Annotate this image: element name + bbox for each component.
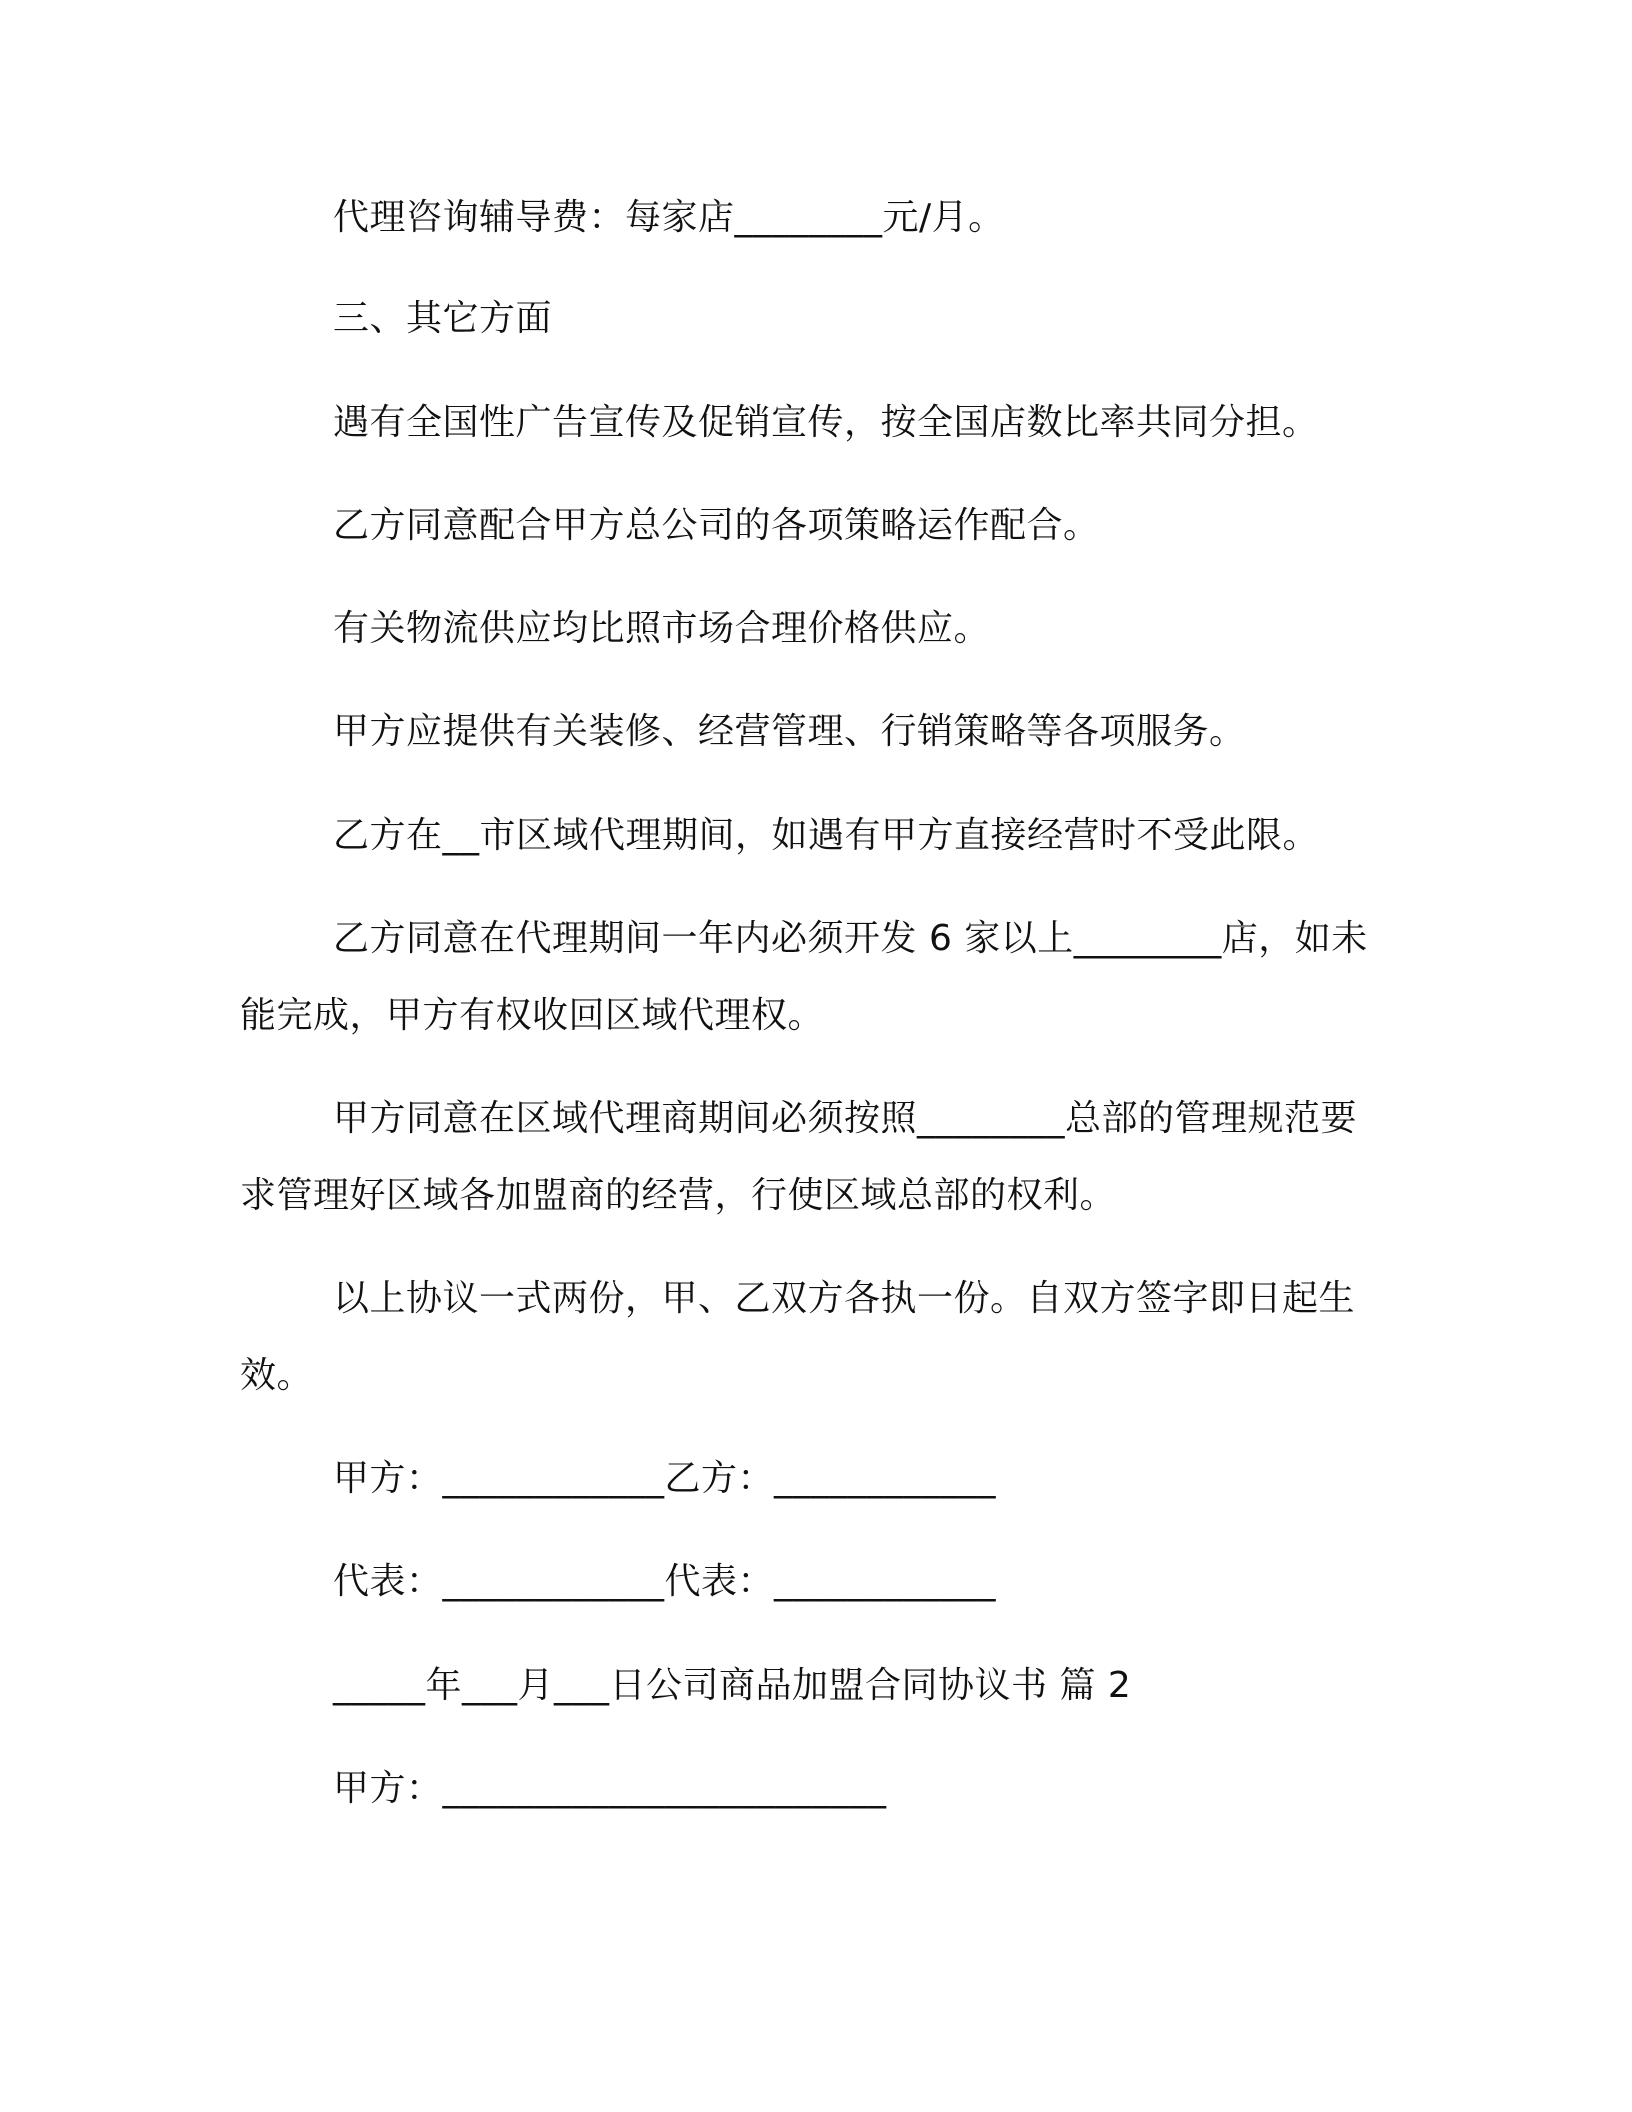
paragraph-management-norms-cont: 求管理好区域各加盟商的经营，行使区域总部的权利。 [240, 1175, 1117, 1216]
signature-parties: 甲方：____________乙方：____________ [333, 1458, 997, 1499]
section-heading-other: 三、其它方面 [333, 298, 553, 339]
party-a-line: 甲方：________________________ [333, 1768, 887, 1809]
paragraph-services: 甲方应提供有关装修、经营管理、行销策略等各项服务。 [333, 711, 1246, 752]
paragraph-copies: 以上协议一式两份，甲、乙双方各执一份。自双方签字即日起生 [333, 1278, 1356, 1319]
paragraph-strategy: 乙方同意配合甲方总公司的各项策略运作配合。 [333, 505, 1100, 546]
signature-representatives: 代表：____________代表：____________ [333, 1561, 997, 1602]
paragraph-management-norms: 甲方同意在区域代理商期间必须按照________总部的管理规范要 [333, 1098, 1358, 1139]
paragraph-copies-cont: 效。 [240, 1355, 314, 1396]
paragraph-logistics: 有关物流供应均比照市场合理价格供应。 [333, 608, 991, 649]
paragraph-advertising: 遇有全国性广告宣传及促销宣传，按全国店数比率共同分担。 [333, 402, 1319, 443]
paragraph-store-development: 乙方同意在代理期间一年内必须开发 6 家以上________店，如未 [333, 918, 1368, 959]
date-and-next-title: _____年___月___日公司商品加盟合同协议书 篇 2 [333, 1665, 1132, 1706]
paragraph-regional-agency: 乙方在__市区域代理期间，如遇有甲方直接经营时不受此限。 [333, 815, 1320, 856]
paragraph-consulting-fee: 代理咨询辅导费：每家店________元/月。 [333, 197, 1005, 238]
paragraph-store-development-cont: 能完成，甲方有权收回区域代理权。 [240, 995, 825, 1036]
